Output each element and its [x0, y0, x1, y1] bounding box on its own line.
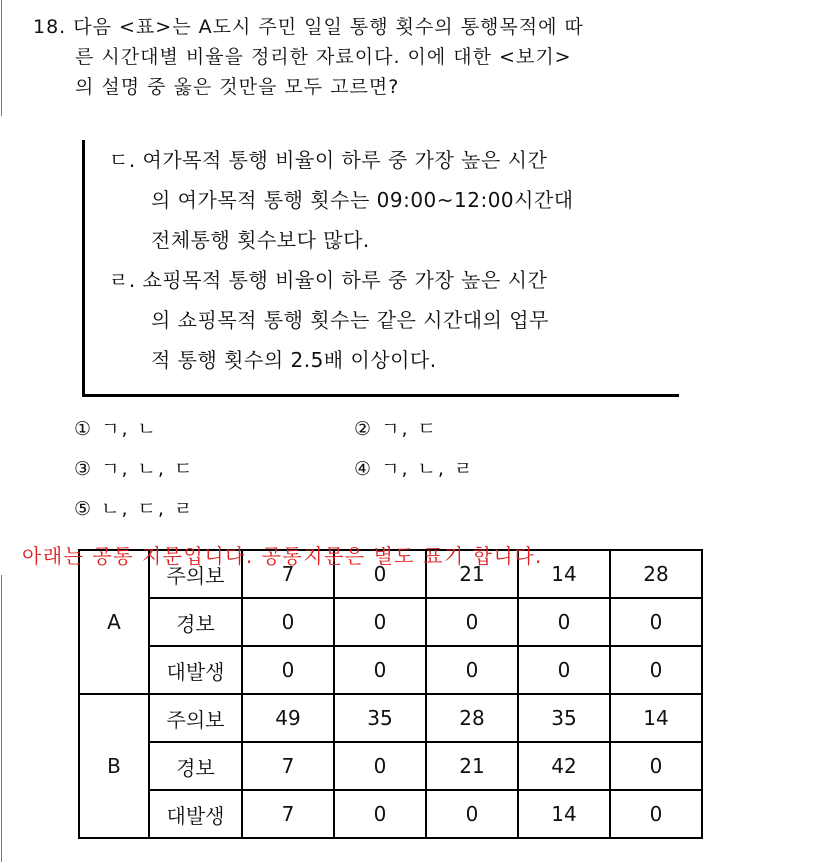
value-cell: 0 — [334, 598, 426, 646]
bogi-text-line: 여가목적 통행 비율이 하루 중 가장 높은 시간 — [142, 148, 548, 172]
value-cell: 35 — [518, 694, 610, 742]
choice-3[interactable] — [74, 454, 194, 484]
alert-table — [78, 549, 703, 839]
question-line-2: 른 시간대별 비율을 정리한 자료이다. 이에 대한 <보기> — [75, 46, 572, 68]
table-row — [79, 694, 702, 742]
choice-text: ㄱ, ㄴ, ㄷ — [101, 458, 195, 480]
bogi-text-line: 적 통행 횟수의 2.5배 이상이다. — [151, 348, 437, 372]
choice-text: ㄱ, ㄴ — [101, 418, 158, 440]
value-cell: 0 — [610, 646, 702, 694]
value-cell: 0 — [610, 790, 702, 838]
value-cell: 42 — [518, 742, 610, 790]
bogi-item-rieul — [109, 260, 549, 380]
bogi-marker: ㄹ. — [109, 268, 136, 292]
value-cell: 0 — [334, 646, 426, 694]
value-cell: 0 — [242, 646, 334, 694]
bogi-text-line: 의 여가목적 통행 횟수는 09:00~12:00시간대 — [151, 188, 574, 212]
bogi-text-line: 쇼핑목적 통행 비율이 하루 중 가장 높은 시간 — [142, 268, 548, 292]
table-row — [79, 742, 702, 790]
choice-4[interactable] — [354, 454, 474, 484]
choice-number: ① — [74, 418, 94, 440]
bogi-marker: ㄷ. — [109, 148, 136, 172]
value-cell: 0 — [242, 598, 334, 646]
region-cell: B — [79, 694, 149, 838]
value-cell: 0 — [610, 742, 702, 790]
question-line-1 — [33, 12, 793, 42]
value-cell: 0 — [426, 598, 518, 646]
value-cell: 7 — [242, 790, 334, 838]
value-cell: 14 — [518, 790, 610, 838]
choice-5[interactable] — [74, 494, 194, 524]
table-row — [79, 598, 702, 646]
region-cell: A — [79, 550, 149, 694]
value-cell: 21 — [426, 550, 518, 598]
value-cell: 0 — [426, 646, 518, 694]
level-cell: 경보 — [149, 742, 242, 790]
choice-2[interactable] — [354, 414, 438, 444]
value-cell: 0 — [610, 598, 702, 646]
value-cell: 7 — [242, 742, 334, 790]
question-number: 18. — [33, 16, 67, 38]
value-cell: 28 — [426, 694, 518, 742]
question-stem — [33, 12, 793, 102]
choice-text: ㄱ, ㄷ — [381, 418, 438, 440]
value-cell: 14 — [610, 694, 702, 742]
level-cell: 주의보 — [149, 694, 242, 742]
value-cell: 0 — [334, 742, 426, 790]
level-cell: 주의보 — [149, 550, 242, 598]
choice-number: ⑤ — [74, 498, 94, 520]
value-cell: 28 — [610, 550, 702, 598]
bogi-item-dieut — [109, 140, 574, 260]
value-cell: 0 — [334, 790, 426, 838]
page-border-left-lower — [1, 575, 2, 862]
level-cell: 경보 — [149, 598, 242, 646]
level-cell: 대발생 — [149, 790, 242, 838]
level-cell: 대발생 — [149, 646, 242, 694]
value-cell: 35 — [334, 694, 426, 742]
choice-number: ② — [354, 418, 374, 440]
bogi-text-line: 의 쇼핑목적 통행 횟수는 같은 시간대의 업무 — [151, 308, 549, 332]
value-cell: 21 — [426, 742, 518, 790]
value-cell: 49 — [242, 694, 334, 742]
table-row — [79, 646, 702, 694]
common-passage-notice: 아래는 공통 지문입니다. 공통지문은 별도 표기 합니다. — [22, 544, 543, 568]
value-cell: 14 — [518, 550, 610, 598]
bogi-box — [82, 140, 679, 397]
value-cell: 0 — [518, 598, 610, 646]
alert-table-viewport — [78, 562, 704, 847]
choice-text: ㄱ, ㄴ, ㄹ — [381, 458, 475, 480]
value-cell: 0 — [334, 550, 426, 598]
choice-1[interactable] — [74, 414, 158, 444]
page-border-left — [1, 0, 2, 116]
value-cell: 7 — [242, 550, 334, 598]
question-text-line: 다음 <표>는 A도시 주민 일일 통행 횟수의 통행목적에 따 — [73, 16, 584, 38]
choice-text: ㄴ, ㄷ, ㄹ — [101, 498, 195, 520]
table-row — [79, 790, 702, 838]
choice-number: ④ — [354, 458, 374, 480]
value-cell: 0 — [518, 646, 610, 694]
value-cell: 0 — [426, 790, 518, 838]
bogi-text-line: 전체통행 횟수보다 많다. — [151, 228, 370, 252]
choice-number: ③ — [74, 458, 94, 480]
question-line-3: 의 설명 중 옳은 것만을 모두 고르면? — [75, 76, 400, 98]
